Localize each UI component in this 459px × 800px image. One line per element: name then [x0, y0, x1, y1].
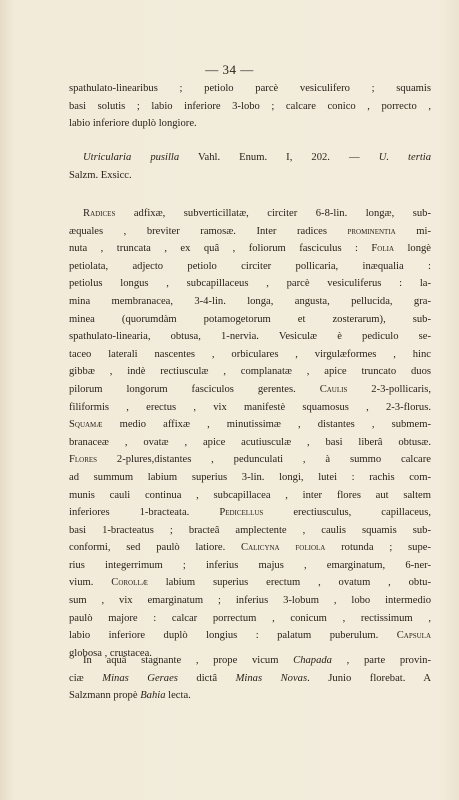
text-line: inferiores 1-bracteata. Pedicellus erectiusculus, capillaceus, — [69, 507, 431, 519]
text-line: ad summum labium superius 3-lin. longi, lutei : rachis com- — [69, 471, 431, 483]
term-folia: Folia — [371, 243, 395, 255]
text-line: basi 1-bracteatus ; bracteâ amplectente , caulis squamis sub- — [69, 524, 431, 536]
text-line: globosa , crustacea. — [69, 647, 152, 659]
term-squamae: Squamæ — [69, 419, 103, 431]
term-flores: Flores — [69, 454, 98, 466]
text-line: Radices adfixæ, subverticillatæ, circiter 6-8-lin. longæ, sub- — [83, 208, 431, 219]
continuation-paragraph — [69, 80, 431, 133]
place-minas-geraes: Minas Geraes — [102, 672, 178, 684]
citation: Vahl. Enum. I, 202. — — [179, 152, 379, 163]
place-bahia: Bahia — [140, 690, 166, 702]
page-number: — 34 — — [205, 62, 254, 77]
term-corollae: Corollæ — [111, 577, 148, 589]
text-line: gibbæ , indè rectiusculæ , complanatæ , apice truncato duos — [69, 366, 431, 378]
term-capsula: Capsula — [396, 630, 431, 642]
place-minas-novas: Minas Novas — [235, 672, 308, 684]
text-line: branaceæ , ovatæ , apice acutiusculæ , basi liberâ obtusæ. — [69, 436, 431, 448]
text-line: sum , vix emarginatum ; inferius 3-lobum , lobo intermedio — [69, 595, 431, 607]
text-line: mina membranacea, 3-4-lin. longa, angusta, pellucida, gra- — [69, 295, 431, 307]
text-line: Flores 2-plures,distantes , pedunculati , à summo calcare — [69, 454, 431, 466]
term-prominentia: prominentia — [347, 225, 396, 237]
text-line: labio inferiore duplò longiore. — [69, 118, 197, 130]
synonym: U. tertia — [378, 152, 431, 163]
text-line: æquales , breviter ramosæ. Inter radices prominentia mi- — [69, 225, 431, 237]
heading-line: Salzm. Exsicc. — [69, 169, 132, 181]
heading-line — [69, 149, 431, 167]
text-line: labio inferiore duplò longius : palatum puberulum. Capsula — [69, 630, 431, 642]
species-name: Utricularia pusilla — [83, 152, 180, 163]
term-radices: Radices — [83, 208, 116, 219]
text-line: Squamæ medio affixæ , minutissimæ , distantes , submem- — [69, 419, 431, 431]
text-line: petiolus longus , subcapillaceus , parcè vesiculiferus : la- — [69, 278, 431, 290]
place-chapada: Chapada — [293, 655, 332, 666]
text-line: taceo laterali nascentes , orbiculares , virgulæformes , hinc — [69, 348, 431, 360]
text-line: rius integerrimum ; inferius majus , emarginatum, 6-ner- — [69, 559, 431, 571]
text-line: pilorum longorum fasciculos gerentes. Caulis 2-3-pollicaris, — [69, 383, 431, 395]
habitat-paragraph — [69, 652, 431, 705]
text-line: In aquâ stagnante , prope vicum Chapada , parte provin- — [83, 655, 431, 666]
text-line: petiolata, adjecto petiolo circiter pollicaria, inæqualia : — [69, 260, 431, 272]
text-line: Salzmann propè Bahia lecta. — [69, 690, 191, 702]
text-line: filiformis , erectus , vix manifestè squamosus , 2-3-florus. — [69, 401, 431, 413]
term-pedicellus: Pedicellus — [219, 507, 264, 519]
text-line: minea (quorumdàm potamogetorum et zosterarum), sub- — [69, 313, 431, 325]
text-line: ciæ Minas Geraes dictâ Minas Novas. Junio florebat. A — [69, 672, 431, 684]
text-line: spathulato-linearibus ; petiolo parcè vesiculifero ; squamis — [69, 83, 431, 94]
text-line: munis cauli continua , subcapillacea , inter flores aut saltem — [69, 489, 431, 501]
term-calycina: Calicyna foliola — [241, 542, 326, 554]
text-line: spathulato-linearia, obtusa, 1-nervia. Vesiculæ è pediculo se- — [69, 331, 431, 343]
text-line: vium. Corollæ labium superius erectum , ovatum , obtu- — [69, 577, 431, 589]
text-line: nuta , truncata , ex quâ , foliorum fasciculus : Folia longè — [69, 243, 431, 255]
text-line: paulò majore : calcar porrectum , conicum , rectissimum , — [69, 612, 431, 624]
description-paragraph — [69, 205, 431, 662]
term-caulis: Caulis — [319, 383, 348, 395]
text-line: conformi, sed paulò latiore. Calicyna foliola rotunda ; supe- — [69, 542, 431, 554]
text-line: basi solutis ; labio inferiore 3-lobo ; calcare conico , porrecto , — [69, 100, 431, 112]
species-heading — [69, 149, 431, 184]
